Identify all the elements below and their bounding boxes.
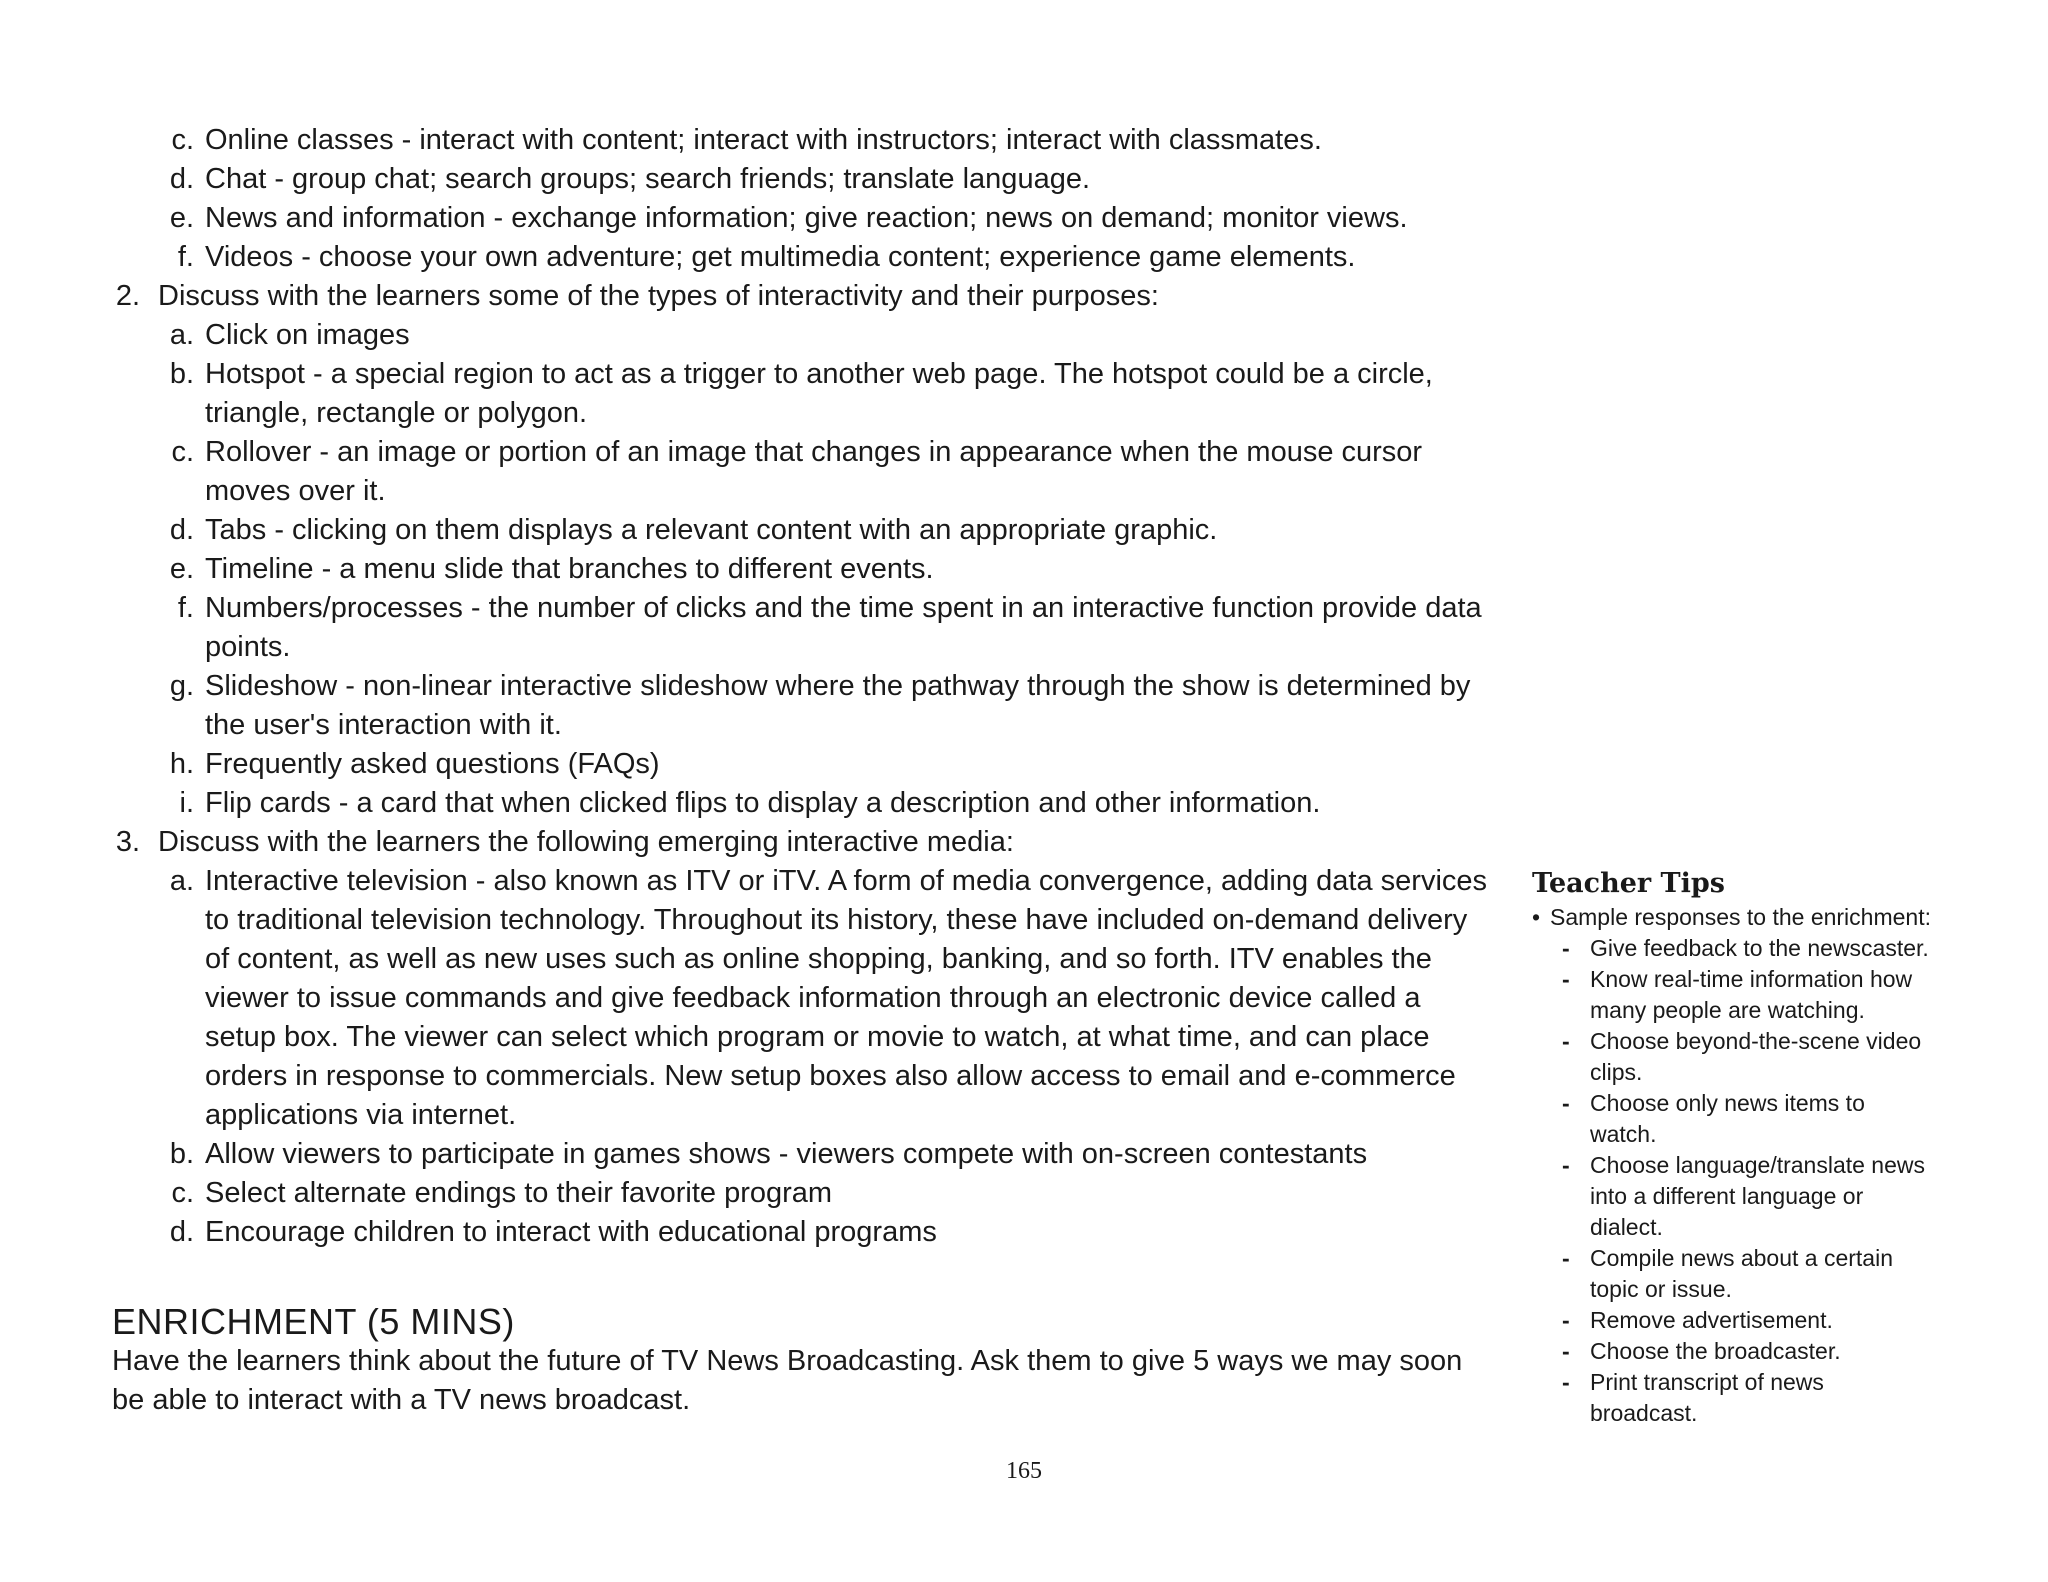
- teacher-tips-sidebar: [1532, 866, 2032, 1429]
- list-line: [112, 277, 1512, 316]
- list-marker: c.: [171, 124, 194, 156]
- list-text: News and information - exchange information; give reaction; news on demand; monitor views.: [205, 202, 1408, 234]
- list-text: Hotspot - a special region to act as a trigger to another web page. The hotspot could be a circle,: [205, 358, 1433, 390]
- list-line: [112, 394, 1512, 433]
- list-text: Select alternate endings to their favorite program: [205, 1177, 833, 1209]
- page-number: 165: [1006, 1458, 1042, 1484]
- list-line: [112, 1213, 1512, 1252]
- tips-text: Choose the broadcaster.: [1590, 1338, 1841, 1364]
- list-line: [112, 199, 1512, 238]
- tips-text: Choose beyond-the-scene video: [1590, 1028, 1922, 1054]
- list-marker: c.: [171, 1177, 194, 1209]
- enrichment-heading: ENRICHMENT (5 MINS): [112, 1301, 515, 1342]
- list-text: Flip cards - a card that when clicked flips to display a description and other information.: [205, 787, 1321, 819]
- dash-icon: -: [1562, 935, 1570, 961]
- list-line: [112, 901, 1512, 940]
- list-text: Click on images: [205, 319, 410, 351]
- list-line: [112, 472, 1512, 511]
- list-marker: b.: [169, 358, 194, 390]
- list-line: [112, 511, 1512, 550]
- tips-text: Remove advertisement.: [1590, 1307, 1833, 1333]
- list-marker: b.: [169, 1138, 194, 1170]
- list-text: Online classes - interact with content; interact with instructors; interact with classmates.: [205, 124, 1322, 156]
- list-line: [112, 316, 1512, 355]
- list-line: [112, 1174, 1512, 1213]
- tips-text: broadcast.: [1590, 1400, 1698, 1426]
- list-marker: e.: [169, 553, 194, 585]
- dash-icon: -: [1562, 1245, 1570, 1271]
- list-text: Discuss with the learners some of the types of interactivity and their purposes:: [158, 280, 1159, 312]
- tips-line: [1532, 964, 2032, 995]
- list-text: viewer to issue commands and give feedback information through an electronic device called a: [205, 982, 1421, 1014]
- tips-text: many people are watching.: [1590, 997, 1865, 1023]
- main-content: [112, 121, 1512, 1252]
- list-text: Videos - choose your own adventure; get multimedia content; experience game elements.: [205, 241, 1356, 273]
- list-line: [112, 238, 1512, 277]
- tips-line: [1532, 1181, 2032, 1212]
- list-text: setup box. The viewer can select which program or movie to watch, at what time, and can place: [205, 1021, 1430, 1053]
- list-text: the user's interaction with it.: [205, 709, 562, 741]
- tips-text: Compile news about a certain: [1590, 1245, 1893, 1271]
- tips-text: topic or issue.: [1590, 1276, 1732, 1302]
- list-line: [112, 1057, 1512, 1096]
- list-marker: 3.: [115, 826, 140, 858]
- list-line: [112, 121, 1512, 160]
- list-line: [112, 1018, 1512, 1057]
- paragraph-line: be able to interact with a TV news broadcast.: [112, 1384, 691, 1416]
- tips-line: [1532, 1026, 2032, 1057]
- tips-text: Choose language/translate news: [1590, 1152, 1926, 1178]
- tips-text: Choose only news items to: [1590, 1090, 1865, 1116]
- dash-icon: -: [1562, 1152, 1570, 1178]
- dash-icon: -: [1562, 966, 1570, 992]
- list-marker: 2.: [115, 280, 140, 312]
- tips-text: Print transcript of news: [1590, 1369, 1824, 1395]
- tips-text: Give feedback to the newscaster.: [1590, 935, 1929, 961]
- list-marker: d.: [169, 514, 194, 546]
- list-marker: h.: [169, 748, 194, 780]
- tips-text: into a different language or: [1590, 1183, 1864, 1209]
- list-line: [112, 784, 1512, 823]
- list-marker: a.: [169, 865, 194, 897]
- list-text: applications via internet.: [205, 1099, 517, 1131]
- list-text: Rollover - an image or portion of an image that changes in appearance when the mouse cursor: [205, 436, 1423, 468]
- tips-text: clips.: [1590, 1059, 1643, 1085]
- tips-line: [1532, 1336, 2032, 1367]
- list-text: to traditional television technology. Throughout its history, these have included on-demand delivery: [205, 904, 1468, 936]
- list-marker: f.: [177, 592, 194, 624]
- tips-line: [1532, 1274, 2032, 1305]
- list-line: [112, 706, 1512, 745]
- list-text: Timeline - a menu slide that branches to different events.: [205, 553, 934, 585]
- list-marker: e.: [169, 202, 194, 234]
- list-text: Allow viewers to participate in games shows - viewers compete with on-screen contestants: [205, 1138, 1368, 1170]
- list-line: [112, 1135, 1512, 1174]
- list-line: [112, 940, 1512, 979]
- dash-icon: -: [1562, 1369, 1570, 1395]
- list-line: [112, 745, 1512, 784]
- list-text: of content, as well as new uses such as online shopping, banking, and so forth. ITV enables the: [205, 943, 1432, 975]
- list-marker: i.: [179, 787, 194, 819]
- tips-intro-line: [1532, 902, 2032, 933]
- dash-icon: -: [1562, 1090, 1570, 1116]
- list-text: points.: [205, 631, 291, 663]
- list-marker: f.: [177, 241, 194, 273]
- tips-line: [1532, 1305, 2032, 1336]
- tips-line: [1532, 1243, 2032, 1274]
- tips-line: [1532, 1057, 2032, 1088]
- list-text: orders in response to commercials. New setup boxes also allow access to email and e-commerce: [205, 1060, 1456, 1092]
- list-marker: a.: [169, 319, 194, 351]
- tips-intro: Sample responses to the enrichment:: [1550, 904, 1931, 930]
- tips-line: [1532, 1367, 2032, 1398]
- tips-text: Know real-time information how: [1590, 966, 1913, 992]
- list-line: [112, 1096, 1512, 1135]
- tips-line: [1532, 1212, 2032, 1243]
- list-marker: d.: [169, 163, 194, 195]
- list-line: [112, 550, 1512, 589]
- list-marker: d.: [169, 1216, 194, 1248]
- list-text: Slideshow - non-linear interactive slideshow where the pathway through the show is determined by: [205, 670, 1471, 702]
- list-marker: g.: [169, 670, 194, 702]
- list-line: [112, 979, 1512, 1018]
- bullet-icon: •: [1532, 904, 1541, 930]
- dash-icon: -: [1562, 1028, 1570, 1054]
- list-text: Numbers/processes - the number of clicks and the time spent in an interactive function provide data: [205, 592, 1482, 624]
- list-line: [112, 628, 1512, 667]
- tips-line: [1532, 933, 2032, 964]
- dash-icon: -: [1562, 1307, 1570, 1333]
- enrichment-paragraph: [112, 1342, 1462, 1420]
- list-line: [112, 862, 1512, 901]
- paragraph-line: Have the learners think about the future of TV News Broadcasting. Ask them to give 5 ways we may soon: [112, 1345, 1463, 1377]
- tips-line: [1532, 1088, 2032, 1119]
- list-marker: c.: [171, 436, 194, 468]
- tips-line: [1532, 1398, 2032, 1429]
- list-text: Encourage children to interact with educational programs: [205, 1216, 937, 1248]
- list-text: moves over it.: [205, 475, 386, 507]
- tips-line: [1532, 1119, 2032, 1150]
- list-text: Discuss with the learners the following emerging interactive media:: [158, 826, 1014, 858]
- list-line: [112, 355, 1512, 394]
- tips-text: watch.: [1590, 1121, 1657, 1147]
- dash-icon: -: [1562, 1338, 1570, 1364]
- teacher-tips-title: Teacher Tips: [1532, 868, 1725, 899]
- tips-line: [1532, 995, 2032, 1026]
- list-text: Chat - group chat; search groups; search friends; translate language.: [205, 163, 1091, 195]
- list-line: [112, 589, 1512, 628]
- list-text: triangle, rectangle or polygon.: [205, 397, 588, 429]
- list-text: Interactive television - also known as ITV or iTV. A form of media convergence, adding data services: [205, 865, 1488, 897]
- list-line: [112, 160, 1512, 199]
- list-line: [112, 667, 1512, 706]
- list-text: Tabs - clicking on them displays a relevant content with an appropriate graphic.: [205, 514, 1218, 546]
- list-line: [112, 823, 1512, 862]
- tips-line: [1532, 1150, 2032, 1181]
- tips-text: dialect.: [1590, 1214, 1663, 1240]
- list-line: [112, 433, 1512, 472]
- list-text: Frequently asked questions (FAQs): [205, 748, 660, 780]
